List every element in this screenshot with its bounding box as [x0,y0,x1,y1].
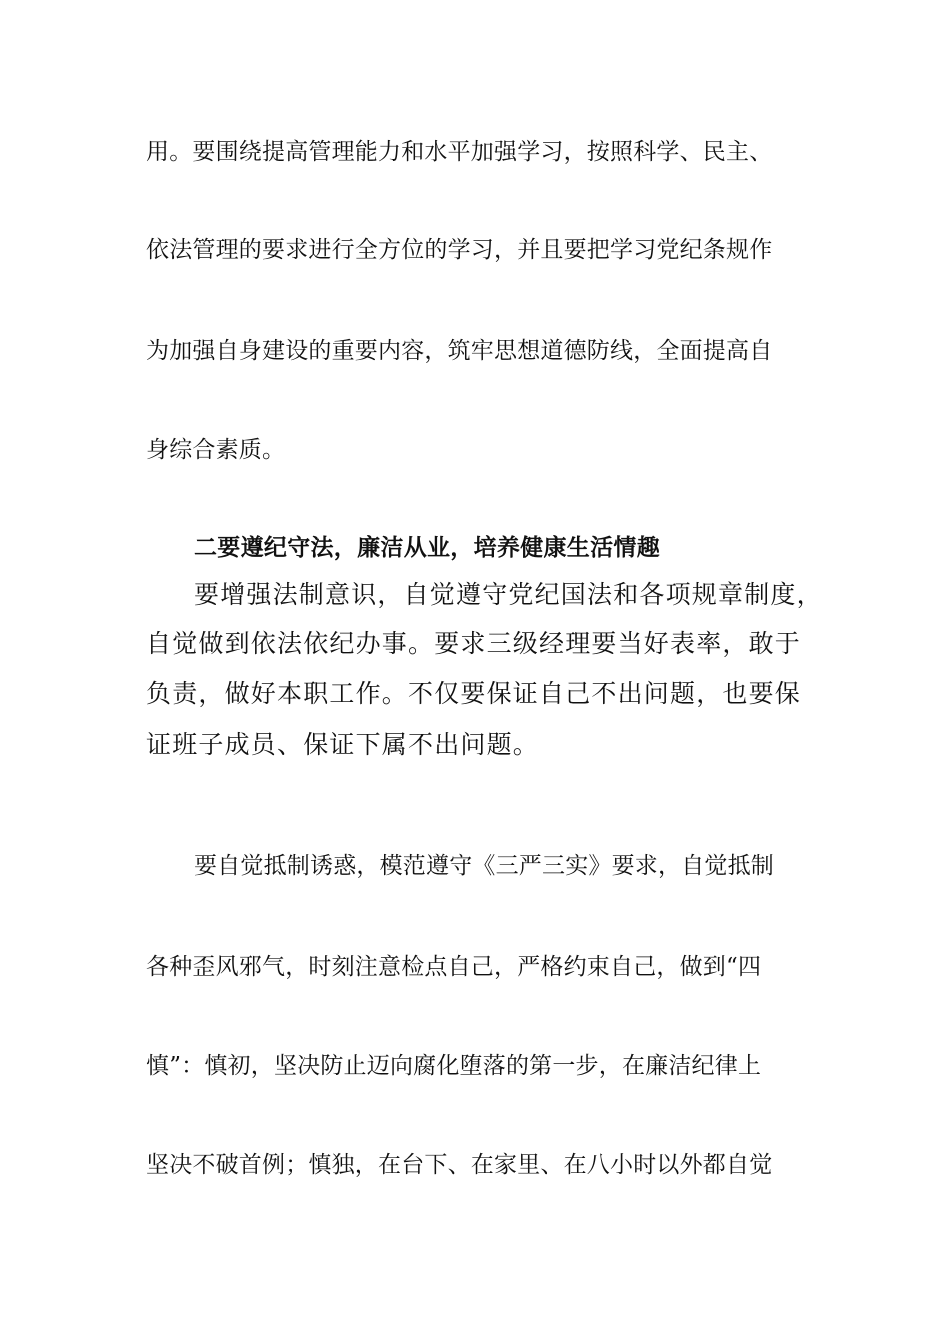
paragraph-3-line-4: 坚决不破首例；慎独，在台下、在家里、在八小时以外都自觉 [146,1152,773,1178]
paragraph-2-line-4: 证班子成员、保证下属不出问题。 [146,730,540,759]
paragraph-2-line-3: 负责，做好本职工作。不仅要保证自己不出问题，也要保 [146,679,802,708]
paragraph-1-line-1: 用。要围绕提高管理能力和水平加强学习，按照科学、民主、 [146,139,773,165]
paragraph-3-line-2: 各种歪风邪气，时刻注意检点自己，严格约束自己，做到“四 [146,954,762,980]
paragraph-1-line-4: 身综合素质。 [146,437,286,463]
paragraph-1-line-3: 为加强自身建设的重要内容，筑牢思想道德防线，全面提高自 [146,338,773,364]
paragraph-3-line-1: 要自觉抵制诱惑，模范遵守《三严三实》要求，自觉抵制 [194,853,774,879]
paragraph-1-line-2: 依法管理的要求进行全方位的学习，并且要把学习党纪条规作 [146,237,773,263]
paragraph-3-line-3: 慎”：慎初，坚决防止迈向腐化堕落的第一步，在廉洁纪律上 [146,1053,762,1079]
paragraph-2-line-2: 自觉做到依法依纪办事。要求三级经理要当好表率，敢于 [146,629,802,658]
paragraph-2-line-1: 要增强法制意识，自觉遵守党纪国法和各项规章制度， [194,580,823,609]
section-heading: 二要遵纪守法，廉洁从业，培养健康生活情趣 [194,534,660,561]
